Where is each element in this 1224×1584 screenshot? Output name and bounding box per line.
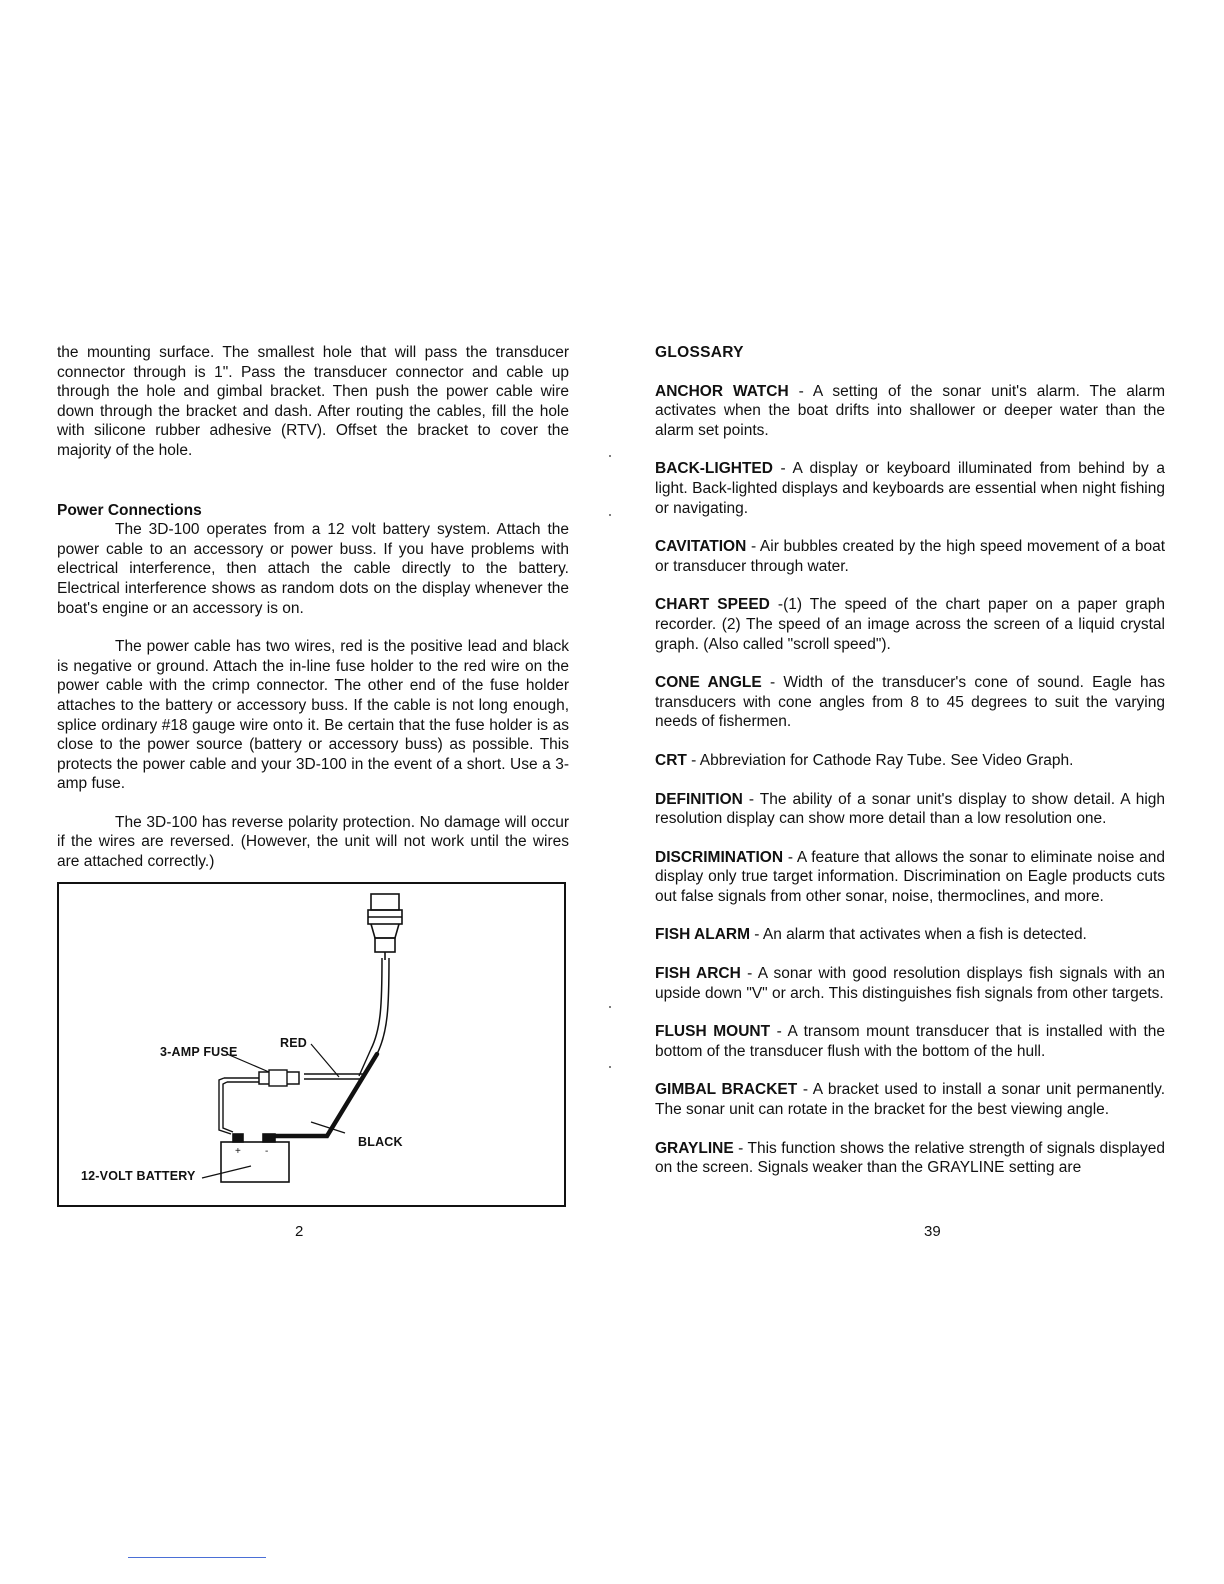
label-12-volt-battery: 12-VOLT BATTERY [81, 1169, 196, 1183]
glossary-entry [655, 382, 1165, 441]
glossary-entries [655, 382, 1165, 1178]
glossary-entry [655, 751, 1165, 771]
glossary-entry [655, 790, 1165, 829]
glossary-definition: - A display or keyboard illuminated from behind by a light. Back-lighted displays and keyboards are essential when night fishing or navigating. [655, 460, 1165, 517]
glossary-definition: - A transom mount transducer that is installed with the bottom of the transducer flush with the bottom of the hull. [655, 1023, 1166, 1060]
section-heading-power-connections: Power Connections [57, 501, 202, 519]
footer-rule [128, 1557, 266, 1558]
glossary-page [655, 343, 1165, 1197]
glossary-entry [655, 964, 1165, 1003]
left-page-text [57, 343, 569, 872]
intro-paragraph: the mounting surface. The smallest hole that will pass the transducer connector through is 1". Pass the transducer connector and cable up through the hole and gimbal bracket. Then push the power cable wire down through the bracket and dash. After routing the cables, fill the hole with silicone rubber adhesive (RTV). Offset the bracket to cover the majority of the hole. [57, 344, 569, 459]
glossary-entry [655, 1080, 1165, 1119]
svg-text:+: + [235, 1146, 241, 1157]
scan-speck [609, 1006, 611, 1008]
glossary-term: DISCRIMINATION [655, 848, 784, 866]
glossary-entry [655, 673, 1165, 732]
glossary-entry [655, 1022, 1165, 1061]
glossary-entry [655, 459, 1165, 518]
glossary-term: GRAYLINE [655, 1139, 734, 1157]
glossary-definition: - An alarm that activates when a fish is detected. [750, 926, 1087, 944]
wiring-diagram-drawing [59, 884, 564, 1205]
glossary-definition: - A feature that allows the sonar to eliminate noise and display only true target information. Discrimination on Eagle products cuts out false signals from other sonar, noise, thermoclines, and more. [655, 848, 1165, 905]
glossary-term: ANCHOR WATCH [655, 382, 789, 400]
glossary-definition: - A bracket used to install a sonar unit permanently. The sonar unit can rotate in the bracket for the best viewing angle. [655, 1081, 1166, 1119]
glossary-term: FLUSH MOUNT [655, 1023, 771, 1041]
glossary-term: DEFINITION [655, 790, 743, 808]
glossary-definition: - Width of the transducer's cone of sound. Eagle has transducers with cone angles from 8 to 45 degrees to suit the varying needs of fishermen. [655, 674, 1165, 731]
glossary-entry [655, 848, 1165, 907]
glossary-definition: - A setting of the sonar unit's alarm. The alarm activates when the boat drifts into shallower or deeper water than the alarm set points. [655, 382, 1165, 439]
glossary-entry [655, 595, 1165, 654]
glossary-term: CRT [655, 751, 687, 769]
glossary-definition: -(1) The speed of the chart paper on a paper graph recorder. (2) The speed of an image across the screen of a liquid crystal graph. (Also called "scroll speed"). [655, 596, 1165, 653]
glossary-term: BACK-LIGHTED [655, 460, 773, 478]
paragraph-power-1: The 3D-100 operates from a 12 volt battery system. Attach the power cable to an accessory or power buss. If you have problems with electrical interference, then attach the cable directly to the battery. Electrical interference shows as random dots on the display whenever the boat's engine or an accessory is on. [57, 521, 569, 617]
scan-speck [609, 514, 611, 516]
scan-speck [609, 455, 611, 457]
glossary-entry [655, 537, 1165, 576]
glossary-term: FISH ALARM [655, 926, 750, 944]
glossary-term: CAVITATION [655, 538, 747, 556]
glossary-term: CHART SPEED [655, 596, 770, 614]
transducer-connector-icon [368, 894, 402, 960]
glossary-definition: - Abbreviation for Cathode Ray Tube. See Video Graph. [686, 751, 1074, 769]
scan-speck [609, 1066, 611, 1068]
glossary-entry [655, 1139, 1165, 1178]
glossary-title: GLOSSARY [655, 344, 744, 361]
wiring-diagram [57, 882, 566, 1207]
glossary-definition: - Air bubbles created by the high speed movement of a boat or transducer through water. [655, 538, 1165, 575]
page-number-left: 2 [295, 1223, 304, 1240]
paragraph-power-3: The 3D-100 has reverse polarity protection. No damage will occur if the wires are reversed. (However, the unit will not work until the wires are attached correctly.) [57, 813, 569, 871]
paragraph-power-2: The power cable has two wires, red is the positive lead and black is negative or ground. Attach the in-line fuse holder to the red wire on the power cable with the crimp connector. The other end of the fuse holder attaches to the battery or accessory buss. If the cable is not long enough, splice ordinary #18 gauge wire onto it. Be certain that the fuse holder is as close to the power source (battery or accessory buss) as possible. This protects the power cable and your 3D-100 in the event of a short. Use a 3-amp fuse. [57, 638, 569, 793]
battery-icon [221, 1134, 289, 1182]
glossary-definition: - This function shows the relative strength of signals displayed on the screen. Signals weaker than the GRAYLINE setting are [655, 1139, 1165, 1177]
glossary-term: GIMBAL BRACKET [655, 1081, 798, 1099]
glossary-definition: - A sonar with good resolution displays fish signals with an upside down "V" or arch. This distinguishes fish signals from other targets. [655, 965, 1166, 1002]
label-3-amp-fuse: 3-AMP FUSE [160, 1045, 238, 1059]
label-black-wire: BLACK [358, 1135, 403, 1149]
page-number-right: 39 [924, 1223, 941, 1240]
glossary-term: CONE ANGLE [655, 674, 762, 692]
glossary-definition: - The ability of a sonar unit's display to show detail. A high resolution display can show more detail than a low resolution one. [655, 790, 1165, 828]
label-red-wire: RED [280, 1036, 307, 1050]
glossary-term: FISH ARCH [655, 965, 741, 983]
svg-text:-: - [265, 1146, 269, 1157]
glossary-entry [655, 925, 1165, 945]
